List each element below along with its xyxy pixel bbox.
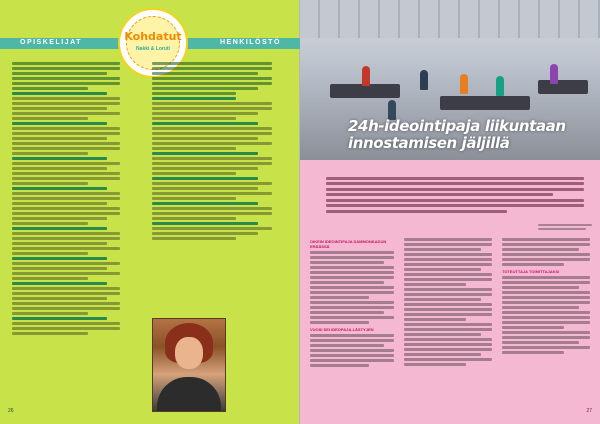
qa-block xyxy=(12,92,120,335)
right-column-3 xyxy=(502,236,590,356)
subheading-2: VUOSI SEI IDEOPAJA-LÄSTYJEN xyxy=(310,327,374,332)
left-column-2 xyxy=(152,60,272,242)
badge-sub: Nakki & Loruti xyxy=(136,46,170,52)
badge-word: Kohdatut xyxy=(124,30,182,43)
photo-caption xyxy=(538,222,592,232)
section-label-staff: HENKILÖSTÖ xyxy=(220,39,281,46)
right-column-2 xyxy=(404,236,492,368)
page-number-right: 27 xyxy=(586,408,592,414)
intro-paragraph xyxy=(12,62,120,90)
section-label-students: OPISKELIJAT xyxy=(20,39,82,46)
staff-portrait-photo xyxy=(152,318,226,412)
right-column-1 xyxy=(310,236,394,369)
left-column-1 xyxy=(12,60,120,337)
lead-paragraph xyxy=(326,174,584,215)
subheading-1: OIKEIN IDEOINTIPAJA SAMMONKADUN ERÄÄSSÄ xyxy=(310,239,387,249)
staff-intro xyxy=(152,62,272,95)
right-page xyxy=(300,0,600,424)
subheading-3: TOTEUTTAJA TOIMITTAJAKSI xyxy=(502,269,560,274)
article-title: 24h-ideointipaja liikuntaan innostamisen jäljillä xyxy=(348,117,566,152)
staff-qa xyxy=(152,97,272,240)
page-number-left: 26 xyxy=(8,408,14,414)
